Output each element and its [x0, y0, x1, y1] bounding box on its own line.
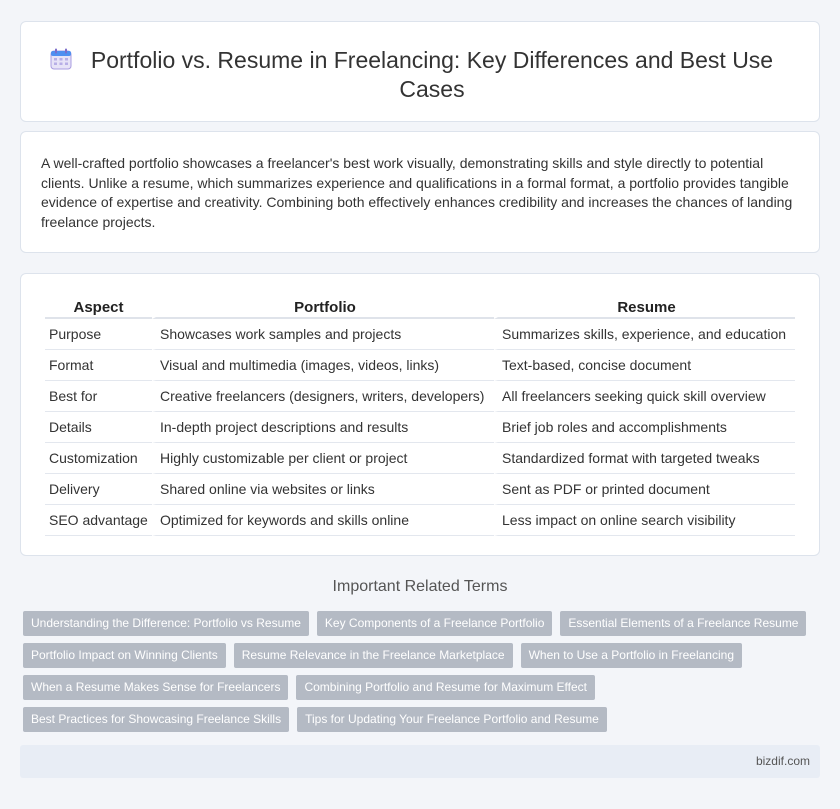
table-row	[45, 443, 795, 474]
intro-paragraph: A well-crafted portfolio showcases a freelancer's best work visually, demonstrating skills and style directly to potential clients. Unlike a resume, which summarizes experience and qualifications in a formal format, a portfolio provides tangible evidence of expertise and creativity. Combining both effectively enhances credibility and increases the chances of landing freelance projects.	[41, 155, 793, 230]
cell-resume: Standardized format with targeted tweaks	[494, 443, 795, 474]
cell-resume: Brief job roles and accomplishments	[494, 412, 795, 443]
page-title: Portfolio vs. Resume in Freelancing: Key Differences and Best Use Cases	[90, 47, 774, 102]
cell-resume: All freelancers seeking quick skill overview	[494, 381, 795, 412]
comparison-table	[45, 294, 795, 536]
intro-card	[20, 131, 820, 253]
cell-portfolio: Creative freelancers (designers, writers, developers)	[152, 381, 494, 412]
table-row	[45, 381, 795, 412]
cell-aspect: Customization	[45, 443, 152, 474]
cell-aspect: Purpose	[45, 319, 152, 350]
related-terms-title: Important Related Terms	[332, 578, 508, 595]
table-header-row	[45, 294, 795, 319]
cell-portfolio: Optimized for keywords and skills online	[152, 505, 494, 536]
related-term-tag[interactable]: When a Resume Makes Sense for Freelancers	[23, 675, 288, 700]
cell-portfolio: In-depth project descriptions and results	[152, 412, 494, 443]
tag-row	[23, 675, 823, 700]
cell-aspect: SEO advantage	[45, 505, 152, 536]
cell-resume: Sent as PDF or printed document	[494, 474, 795, 505]
comparison-table-card	[20, 273, 820, 556]
cell-resume: Text-based, concise document	[494, 350, 795, 381]
header-card	[20, 21, 820, 122]
related-terms-tags	[23, 611, 823, 739]
related-term-tag[interactable]: Essential Elements of a Freelance Resume	[560, 611, 806, 636]
table-row	[45, 505, 795, 536]
cell-resume: Less impact on online search visibility	[494, 505, 795, 536]
header-portfolio: Portfolio	[152, 294, 494, 319]
header-resume: Resume	[494, 294, 795, 319]
table-row	[45, 350, 795, 381]
table-row	[45, 412, 795, 443]
tag-row	[23, 643, 823, 668]
cell-aspect: Best for	[45, 381, 152, 412]
tag-row	[23, 611, 823, 636]
cell-aspect: Details	[45, 412, 152, 443]
related-term-tag[interactable]: Tips for Updating Your Freelance Portfolio and Resume	[297, 707, 607, 732]
cell-portfolio: Highly customizable per client or project	[152, 443, 494, 474]
cell-aspect: Delivery	[45, 474, 152, 505]
tag-row	[23, 707, 823, 732]
related-term-tag[interactable]: When to Use a Portfolio in Freelancing	[521, 643, 742, 668]
related-term-tag[interactable]: Combining Portfolio and Resume for Maximum Effect	[296, 675, 595, 700]
cell-aspect: Format	[45, 350, 152, 381]
related-term-tag[interactable]: Best Practices for Showcasing Freelance Skills	[23, 707, 289, 732]
cell-resume: Summarizes skills, experience, and education	[494, 319, 795, 350]
related-term-tag[interactable]: Understanding the Difference: Portfolio vs Resume	[23, 611, 309, 636]
cell-portfolio: Shared online via websites or links	[152, 474, 494, 505]
table-row	[45, 474, 795, 505]
table-row	[45, 319, 795, 350]
cell-portfolio: Showcases work samples and projects	[152, 319, 494, 350]
related-term-tag[interactable]: Portfolio Impact on Winning Clients	[23, 643, 226, 668]
related-term-tag[interactable]: Resume Relevance in the Freelance Marketplace	[234, 643, 513, 668]
related-term-tag[interactable]: Key Components of a Freelance Portfolio	[317, 611, 552, 636]
cell-portfolio: Visual and multimedia (images, videos, links)	[152, 350, 494, 381]
header-aspect: Aspect	[45, 294, 152, 319]
footer-site-link[interactable]: bizdif.com	[755, 754, 810, 768]
footer	[20, 745, 820, 778]
